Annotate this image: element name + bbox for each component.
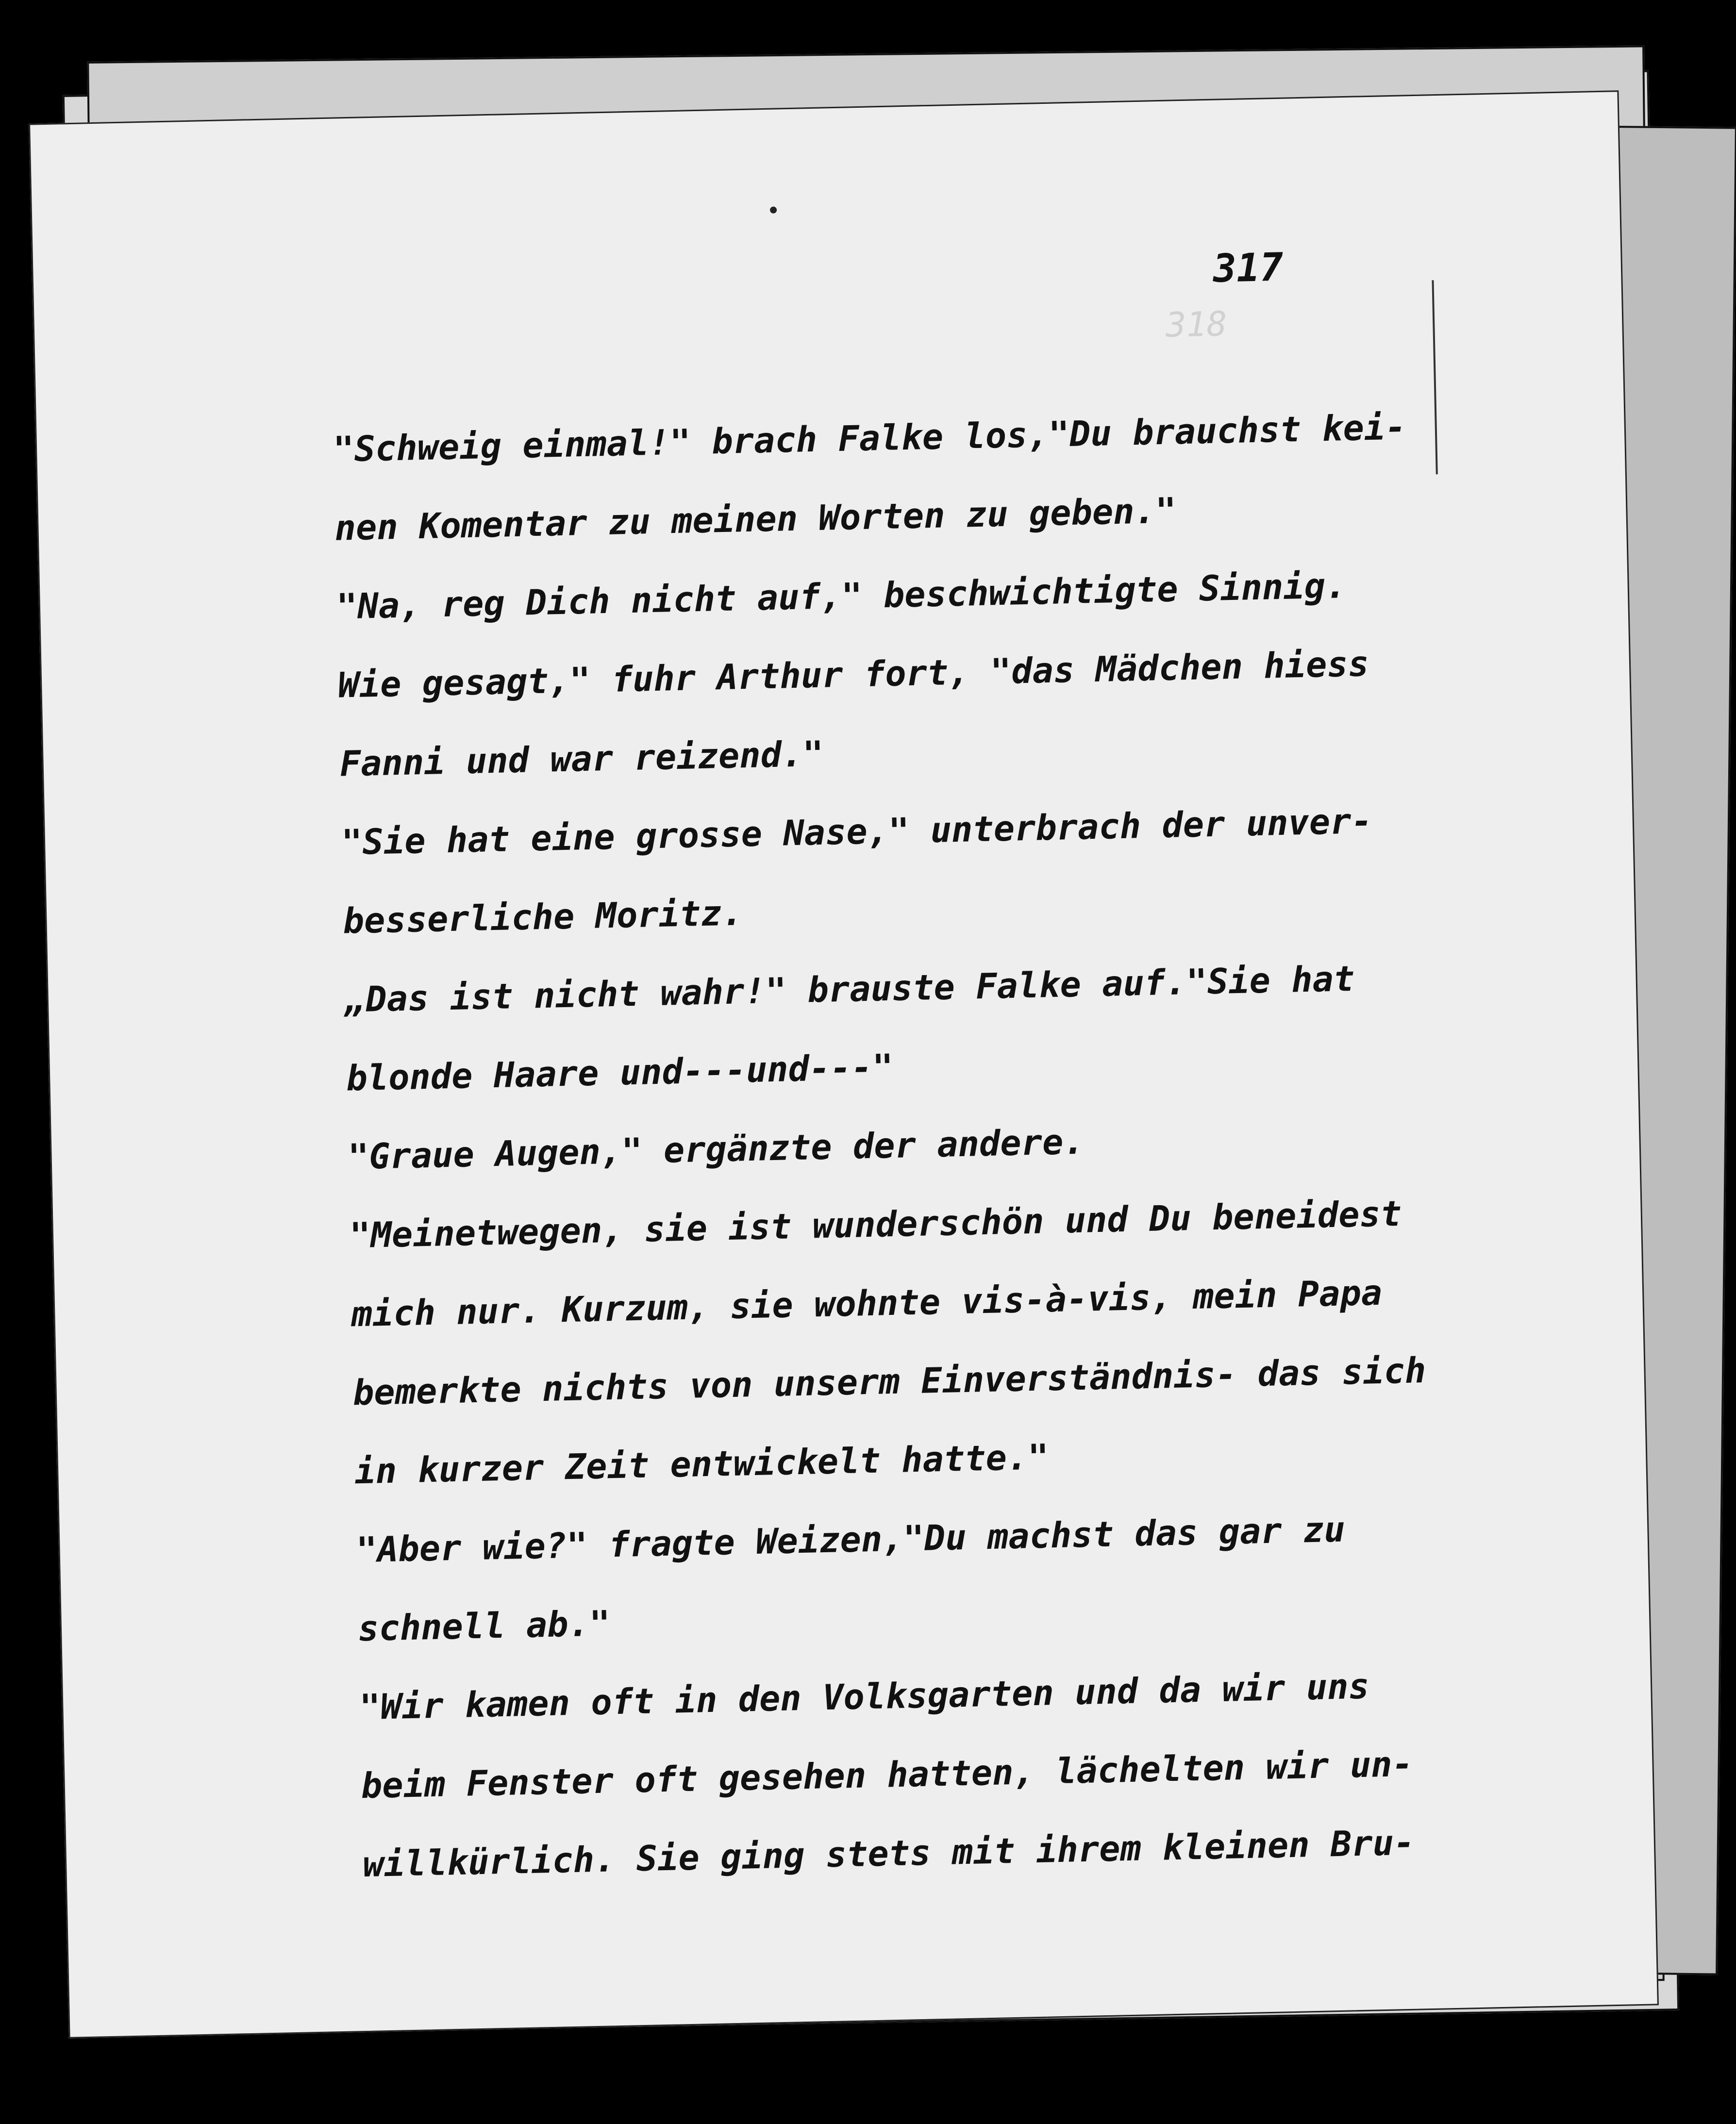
text-line: besserliche Moritz. [342, 892, 743, 942]
text-line: mich nur. Kurzum, sie wohnte vis-à-vis, mein Papa [351, 1272, 1383, 1335]
text-line: "Na, reg Dich nicht auf," beschwichtigte Sinnig. [336, 565, 1347, 627]
document-page [29, 90, 1659, 2039]
text-line: Wie gesagt," fuhr Arthur fort, "das Mädchen hiess [337, 643, 1369, 706]
text-line: "Graue Augen," ergänzte der andere. [347, 1121, 1085, 1178]
text-line: "Meinetwegen, sie ist wunderschön und Du beneidest [349, 1193, 1402, 1256]
text-line: "Sie hat eine grosse Nase," unterbrach der unver- [341, 800, 1373, 863]
page-number: 317 [1212, 244, 1284, 291]
text-line: in kurzer Zeit entwickelt hatte." [354, 1436, 1050, 1492]
text-line: schnell ab." [357, 1603, 611, 1649]
text-line: blonde Haare und---und---" [346, 1046, 894, 1099]
bleed-through-page-number: 318 [1165, 304, 1228, 345]
text-line: "Wir kamen oft in den Volksgarten und da wir uns [359, 1665, 1370, 1728]
text-line: willkürlich. Sie ging stets mit ihrem kleinen Bru- [362, 1822, 1416, 1885]
body-text [333, 385, 1558, 1904]
text-line: Fanni und war reizend." [339, 733, 824, 784]
text-line: "Aber wie?" fragte Weizen,"Du machst das gar zu [355, 1509, 1346, 1571]
ink-dot [770, 207, 777, 214]
text-line: "Schweig einmal!" brach Falke los,"Du brauchst kei- [333, 406, 1407, 470]
text-line: nen Komentar zu meinen Worten zu geben." [334, 490, 1177, 548]
text-line: „Das ist nicht wahr!" brauste Falke auf."Sie hat [344, 958, 1355, 1020]
text-line: bemerkte nichts von unserm Einverständnis- das sich [352, 1350, 1427, 1413]
text-line: beim Fenster oft gesehen hatten, lächelten wir un- [361, 1743, 1414, 1807]
